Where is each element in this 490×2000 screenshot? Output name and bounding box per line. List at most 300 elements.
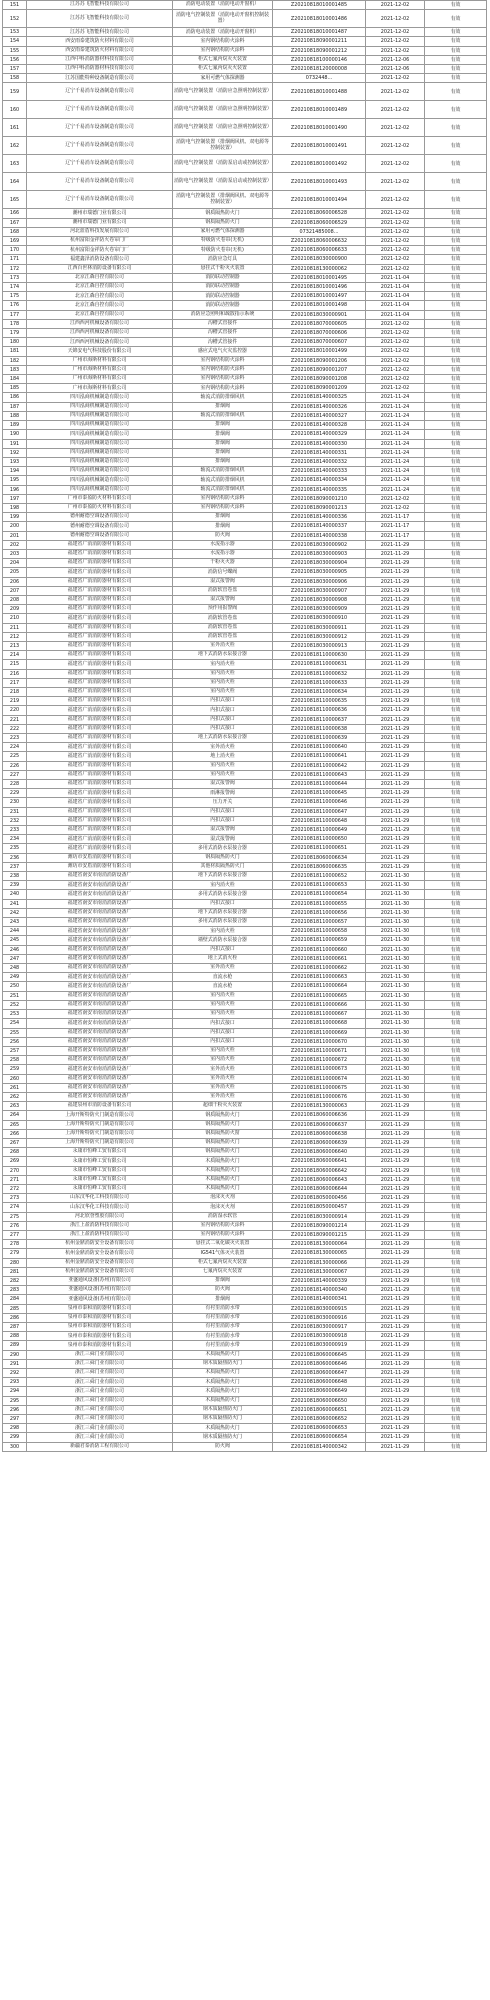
row-number: 246 — [3, 945, 27, 954]
row-number: 187 — [3, 402, 27, 411]
row-number: 259 — [3, 1065, 27, 1074]
product-name: 室内消火栓 — [173, 660, 273, 669]
company-name: 潮州市瑞德门业有限公司 — [27, 209, 173, 218]
table-row — [3, 1102, 487, 1111]
company-name: 西安雨泰建筑防火材料有限公司 — [27, 37, 173, 46]
table-row — [3, 255, 487, 264]
certificate-number: Z20210818130000067 — [273, 1267, 366, 1276]
status: 有效 — [425, 577, 487, 586]
issue-date: 2021-11-29 — [366, 632, 425, 641]
product-name: 湿式报警阀 — [173, 780, 273, 789]
table-row — [3, 1240, 487, 1249]
issue-date: 2021-11-29 — [366, 1184, 425, 1193]
table-row — [3, 807, 487, 816]
table-row — [3, 1387, 487, 1396]
certificate-number: Z20210818110000670 — [273, 1037, 366, 1046]
table-row — [3, 457, 487, 466]
certificate-number: Z20210818060006649 — [273, 1387, 366, 1396]
company-name: 福建省广消消防器材有限公司 — [27, 715, 173, 724]
product-name: 消防电气控制装置（消防应急照明控制装置） — [173, 83, 273, 101]
table-row — [3, 660, 487, 669]
product-name: 直流水枪 — [173, 982, 273, 991]
status: 有效 — [425, 292, 487, 301]
table-row — [3, 1212, 487, 1221]
certificate-number: Z20210818030000919 — [273, 1341, 366, 1350]
certificate-number: Z20210818060006633 — [273, 246, 366, 255]
table-row — [3, 1304, 487, 1313]
product-name: 湿式报警阀 — [173, 835, 273, 844]
status: 有效 — [425, 384, 487, 393]
product-name: 室内钢结构防火涂料 — [173, 356, 273, 365]
product-name: 排烟阀 — [173, 513, 273, 522]
table-row — [3, 329, 487, 338]
row-number: 177 — [3, 310, 27, 319]
row-number: 159 — [3, 83, 27, 101]
product-name: 有衬里消防水带 — [173, 1332, 273, 1341]
table-row — [3, 1295, 487, 1304]
company-name: 福建泉州市消防设备有限公司 — [27, 1102, 173, 1111]
issue-date: 2021-11-24 — [366, 411, 425, 420]
issue-date: 2021-11-29 — [366, 734, 425, 743]
table-row — [3, 421, 487, 430]
row-number: 300 — [3, 1442, 27, 1451]
certificate-number: Z20210818110000651 — [273, 844, 366, 853]
company-name: 上海开斯特防火门制造有限公司 — [27, 1129, 173, 1138]
certificate-number: Z20210818010001491 — [273, 137, 366, 155]
row-number: 263 — [3, 1102, 27, 1111]
issue-date: 2021-12-02 — [366, 338, 425, 347]
row-number: 288 — [3, 1332, 27, 1341]
product-name: 沟槽式管接件 — [173, 338, 273, 347]
certificate-number: Z20210818060006654 — [273, 1433, 366, 1442]
company-name: 德州耐德空调设备有限公司 — [27, 531, 173, 540]
company-name: 四川泓商机械制造有限公司 — [27, 421, 173, 430]
company-name: 浙江三舜门业有限公司 — [27, 1359, 173, 1368]
status: 有效 — [425, 1092, 487, 1101]
certificate-number: 0732448... — [273, 74, 366, 83]
certificate-number: Z20210818110000657 — [273, 918, 366, 927]
row-number: 182 — [3, 356, 27, 365]
issue-date: 2021-12-02 — [366, 356, 425, 365]
certificate-number: Z20210818140000331 — [273, 448, 366, 457]
certificate-number: Z20210818060006636 — [273, 1111, 366, 1120]
company-name: 江苏苏飞智能科技有限公司 — [27, 10, 173, 28]
product-name: 钢质隔热防火门 — [173, 853, 273, 862]
row-number: 166 — [3, 209, 27, 218]
product-name: 柜式七氟丙烷灭火装置 — [173, 55, 273, 64]
status: 有效 — [425, 246, 487, 255]
issue-date: 2021-11-29 — [366, 1102, 425, 1111]
certificate-number: Z20210818010001493 — [273, 173, 366, 191]
table-row — [3, 246, 487, 255]
company-name: 福建省广消消防器材有限公司 — [27, 586, 173, 595]
status: 有效 — [425, 173, 487, 191]
status: 有效 — [425, 1267, 487, 1276]
certificate-number: Z20210818070000606 — [273, 329, 366, 338]
row-number: 223 — [3, 734, 27, 743]
company-name: 永康市恒峰工贸有限公司 — [27, 1184, 173, 1193]
row-number: 245 — [3, 936, 27, 945]
product-name: 柜式七氟丙烷灭火装置 — [173, 65, 273, 74]
row-number: 293 — [3, 1378, 27, 1387]
certificate-number: Z20210818140000332 — [273, 457, 366, 466]
table-row — [3, 651, 487, 660]
status: 有效 — [425, 1102, 487, 1111]
status: 有效 — [425, 798, 487, 807]
row-number: 184 — [3, 375, 27, 384]
issue-date: 2021-11-29 — [366, 623, 425, 632]
product-name: 钢质隔热防火门 — [173, 1148, 273, 1157]
certificate-number: Z20210818010001488 — [273, 83, 366, 101]
product-name: 钢质隔热防火门 — [173, 209, 273, 218]
row-number: 240 — [3, 890, 27, 899]
product-name: 室内消火栓 — [173, 1000, 273, 1009]
issue-date: 2021-11-29 — [366, 1166, 425, 1175]
issue-date: 2021-11-29 — [366, 687, 425, 696]
company-name: 泉州市泰和消防器材有限公司 — [27, 1323, 173, 1332]
product-name: 排烟阀 — [173, 1295, 273, 1304]
status: 有效 — [425, 835, 487, 844]
table-row — [3, 1019, 487, 1028]
company-name: 泉州市泰和消防器材有限公司 — [27, 1332, 173, 1341]
certificate-number: Z20210818110000674 — [273, 1074, 366, 1083]
product-name: 轴流式消防排烟风机 — [173, 485, 273, 494]
certificate-number: Z20210818140000339 — [273, 1276, 366, 1285]
table-row — [3, 1350, 487, 1359]
product-name: 多用式消防水泵接合器 — [173, 890, 273, 899]
issue-date: 2021-12-02 — [366, 28, 425, 37]
certificate-number: Z20210818140000329 — [273, 430, 366, 439]
row-number: 171 — [3, 255, 27, 264]
certificate-number: Z20210818110000633 — [273, 678, 366, 687]
issue-date: 2021-11-29 — [366, 1138, 425, 1147]
table-row — [3, 1221, 487, 1230]
table-row — [3, 1074, 487, 1083]
company-name: 江苏苏飞智能科技有限公司 — [27, 28, 173, 37]
table-row — [3, 973, 487, 982]
certificate-number: Z20210818010001494 — [273, 191, 366, 209]
certificate-number: Z20210818110000676 — [273, 1092, 366, 1101]
row-number: 164 — [3, 173, 27, 191]
table-row — [3, 227, 487, 236]
product-name: 家用可燃气体探测器 — [173, 227, 273, 236]
row-number: 233 — [3, 826, 27, 835]
row-number: 242 — [3, 908, 27, 917]
table-row — [3, 734, 487, 743]
status: 有效 — [425, 1350, 487, 1359]
row-number: 294 — [3, 1387, 27, 1396]
row-number: 204 — [3, 559, 27, 568]
row-number: 253 — [3, 1010, 27, 1019]
issue-date: 2021-11-30 — [366, 945, 425, 954]
status: 有效 — [425, 1000, 487, 1009]
product-name: 木质隔热防火门 — [173, 1369, 273, 1378]
product-name: 悬挂式二氧化碳灭火装置 — [173, 1240, 273, 1249]
company-name: 杭州富阳金祥防火卷帘门厂 — [27, 246, 173, 255]
issue-date: 2021-11-30 — [366, 1000, 425, 1009]
certificate-number: Z20210818130000064 — [273, 1240, 366, 1249]
status: 有效 — [425, 1323, 487, 1332]
company-name: 杭州金鼎消防安全设备有限公司 — [27, 1267, 173, 1276]
status: 有效 — [425, 1369, 487, 1378]
issue-date: 2021-11-29 — [366, 1323, 425, 1332]
status: 有效 — [425, 1332, 487, 1341]
status: 有效 — [425, 908, 487, 917]
table-row — [3, 283, 487, 292]
certificate-number: Z20210818070000605 — [273, 319, 366, 328]
certificate-number: Z20210818110000637 — [273, 715, 366, 724]
company-name: 四川泓商机械制造有限公司 — [27, 402, 173, 411]
status: 有效 — [425, 65, 487, 74]
table-row — [3, 724, 487, 733]
table-row — [3, 411, 487, 420]
product-name: 压力开关 — [173, 798, 273, 807]
table-row — [3, 798, 487, 807]
certificate-number: Z20210818060006647 — [273, 1369, 366, 1378]
status: 有效 — [425, 137, 487, 155]
issue-date: 2021-11-29 — [366, 798, 425, 807]
row-number: 274 — [3, 1203, 27, 1212]
company-name: 北京江森自控有限公司 — [27, 273, 173, 282]
company-name: 上海开斯特防火门制造有限公司 — [27, 1111, 173, 1120]
product-name: 室内消火栓 — [173, 678, 273, 687]
table-row — [3, 1313, 487, 1322]
row-number: 237 — [3, 862, 27, 871]
certificate-number: Z20210818110000660 — [273, 945, 366, 954]
company-name: 福建省广消消防器材有限公司 — [27, 826, 173, 835]
product-name: 水流指示器 — [173, 540, 273, 549]
status: 有效 — [425, 1019, 487, 1028]
row-number: 264 — [3, 1111, 27, 1120]
status: 有效 — [425, 1221, 487, 1230]
row-number: 266 — [3, 1129, 27, 1138]
product-name: 消防电气控制装置（排烟阀风机、双电源等控制装置） — [173, 191, 273, 209]
product-name: 木质隔热防火门 — [173, 1350, 273, 1359]
status: 有效 — [425, 1276, 487, 1285]
status: 有效 — [425, 485, 487, 494]
row-number: 234 — [3, 835, 27, 844]
certificate-number: Z20210818110000654 — [273, 890, 366, 899]
company-name: 德州耐德空调设备有限公司 — [27, 513, 173, 522]
certificate-number: 07321485008... — [273, 227, 366, 236]
certificate-number: Z20210818060006652 — [273, 1415, 366, 1424]
company-name: 福建省广消消防器材有限公司 — [27, 623, 173, 632]
certificate-number: Z20210818030000901 — [273, 310, 366, 319]
status: 有效 — [425, 669, 487, 678]
row-number: 252 — [3, 1000, 27, 1009]
row-number: 175 — [3, 292, 27, 301]
certificate-number: Z20210818140000330 — [273, 439, 366, 448]
product-name: 排烟阀 — [173, 439, 273, 448]
certificate-number: Z20210818030000914 — [273, 1212, 366, 1221]
table-row — [3, 991, 487, 1000]
certificate-table — [2, 0, 487, 1452]
row-number: 152 — [3, 10, 27, 28]
issue-date: 2021-11-30 — [366, 991, 425, 1000]
company-name: 四川泓商机械制造有限公司 — [27, 430, 173, 439]
certificate-number: Z20210818010001497 — [273, 292, 366, 301]
product-name: 悬挂式干粉灭火装置 — [173, 264, 273, 273]
table-row — [3, 862, 487, 871]
row-number: 256 — [3, 1037, 27, 1046]
row-number: 273 — [3, 1194, 27, 1203]
table-row — [3, 1111, 487, 1120]
company-name: 福建省广消消防器材有限公司 — [27, 798, 173, 807]
issue-date: 2021-11-29 — [366, 1369, 425, 1378]
certificate-number: Z20210818060006529 — [273, 218, 366, 227]
certificate-number: Z20210818060006644 — [273, 1184, 366, 1193]
product-name: 内扣式接口 — [173, 1028, 273, 1037]
issue-date: 2021-11-24 — [366, 467, 425, 476]
product-name: 排烟阀 — [173, 421, 273, 430]
product-name: 防火阀 — [173, 1286, 273, 1295]
table-row — [3, 301, 487, 310]
certificate-number: Z20210818110000647 — [273, 807, 366, 816]
issue-date: 2021-11-17 — [366, 522, 425, 531]
table-row — [3, 1230, 487, 1239]
certificate-number: Z20210818060006639 — [273, 1138, 366, 1147]
status: 有效 — [425, 1157, 487, 1166]
table-row — [3, 881, 487, 890]
row-number: 276 — [3, 1221, 27, 1230]
issue-date: 2021-11-29 — [366, 595, 425, 604]
row-number: 196 — [3, 485, 27, 494]
company-name: 福建省广消消防器材有限公司 — [27, 595, 173, 604]
row-number: 210 — [3, 614, 27, 623]
status: 有效 — [425, 1056, 487, 1065]
table-row — [3, 835, 487, 844]
product-name: 消防软管卷盘 — [173, 632, 273, 641]
issue-date: 2021-11-29 — [366, 1111, 425, 1120]
certificate-number: Z20210818110000646 — [273, 798, 366, 807]
product-name: 室内消火栓 — [173, 991, 273, 1000]
table-row — [3, 137, 487, 155]
status: 有效 — [425, 430, 487, 439]
company-name: 福建省广消消防器材有限公司 — [27, 540, 173, 549]
table-row — [3, 375, 487, 384]
product-name: 内扣式接口 — [173, 1019, 273, 1028]
row-number: 198 — [3, 503, 27, 512]
table-row — [3, 218, 487, 227]
status: 有效 — [425, 1433, 487, 1442]
certificate-number: Z20210818110000661 — [273, 954, 366, 963]
certificate-number: Z20210818140000327 — [273, 411, 366, 420]
company-name: 北京江森自控有限公司 — [27, 283, 173, 292]
status: 有效 — [425, 74, 487, 83]
certificate-number: Z20210818010001489 — [273, 101, 366, 119]
table-row — [3, 1341, 487, 1350]
table-row — [3, 586, 487, 595]
table-row — [3, 1056, 487, 1065]
product-name: 消防联动控制器 — [173, 292, 273, 301]
certificate-number: Z20210818140000328 — [273, 421, 366, 430]
certificate-number: Z20210818110000636 — [273, 706, 366, 715]
company-name: 福建省广消消防器材有限公司 — [27, 780, 173, 789]
table-row — [3, 1166, 487, 1175]
row-number: 232 — [3, 816, 27, 825]
row-number: 299 — [3, 1433, 27, 1442]
table-row — [3, 55, 487, 64]
status: 有效 — [425, 1396, 487, 1405]
row-number: 258 — [3, 1056, 27, 1065]
company-name: 广州市海斯材料有限公司 — [27, 356, 173, 365]
table-row — [3, 780, 487, 789]
issue-date: 2021-11-29 — [366, 1442, 425, 1451]
row-number: 173 — [3, 273, 27, 282]
product-name: 钢木质隔热防火门 — [173, 1359, 273, 1368]
certificate-number: Z20210818090001211 — [273, 37, 366, 46]
row-number: 224 — [3, 743, 27, 752]
product-name: 室内钢结构防火涂料 — [173, 46, 273, 55]
table-row — [3, 918, 487, 927]
company-name: 福建省南安市南消消防设备厂 — [27, 1037, 173, 1046]
company-name: 江苏苏飞智能科技有限公司 — [27, 1, 173, 10]
issue-date: 2021-12-02 — [366, 10, 425, 28]
table-row — [3, 623, 487, 632]
company-name: 四川泓商机械制造有限公司 — [27, 448, 173, 457]
table-row — [3, 816, 487, 825]
table-row — [3, 1083, 487, 1092]
table-row — [3, 540, 487, 549]
issue-date: 2021-11-30 — [366, 973, 425, 982]
row-number: 241 — [3, 899, 27, 908]
certificate-number: Z20210818030000908 — [273, 595, 366, 604]
status: 有效 — [425, 338, 487, 347]
product-name: 木质隔热防火门 — [173, 1184, 273, 1193]
status: 有效 — [425, 155, 487, 173]
company-name: 辽宁千易消车设备制造有限公司 — [27, 119, 173, 137]
company-name: 四川泓商机械制造有限公司 — [27, 411, 173, 420]
product-name: 轴流式消防排烟风机 — [173, 476, 273, 485]
status: 有效 — [425, 890, 487, 899]
status: 有效 — [425, 816, 487, 825]
row-number: 227 — [3, 770, 27, 779]
certificate-number: Z20210818060006634 — [273, 853, 366, 862]
company-name: 江西西河机械设备有限公司 — [27, 338, 173, 347]
issue-date: 2021-12-02 — [366, 137, 425, 155]
issue-date: 2021-11-29 — [366, 789, 425, 798]
company-name: 福建省广消消防器材有限公司 — [27, 752, 173, 761]
product-name: 湿式报警阀 — [173, 826, 273, 835]
company-name: 江西百世林消防设备有限公司 — [27, 264, 173, 273]
row-number: 238 — [3, 872, 27, 881]
issue-date: 2021-11-24 — [366, 448, 425, 457]
company-name: 广州市海斯材料有限公司 — [27, 375, 173, 384]
status: 有效 — [425, 1074, 487, 1083]
company-name: 江西西河机械设备有限公司 — [27, 319, 173, 328]
issue-date: 2021-11-30 — [366, 1065, 425, 1074]
row-number: 226 — [3, 761, 27, 770]
row-number: 261 — [3, 1083, 27, 1092]
company-name: 福建省南安市南消消防设备厂 — [27, 1028, 173, 1037]
certificate-number: Z20210818140000341 — [273, 1295, 366, 1304]
status: 有效 — [425, 973, 487, 982]
status: 有效 — [425, 191, 487, 209]
status: 有效 — [425, 37, 487, 46]
certificate-number: Z20210818050000456 — [273, 1194, 366, 1203]
product-name: 沟槽式管接件 — [173, 319, 273, 328]
issue-date: 2021-11-29 — [366, 743, 425, 752]
certificate-number: Z20210818140000336 — [273, 513, 366, 522]
table-row — [3, 430, 487, 439]
company-name: 河北欣誉塑胶有限公司 — [27, 1212, 173, 1221]
product-name: 室内钢结构防火涂料 — [173, 37, 273, 46]
row-number: 222 — [3, 724, 27, 733]
certificate-number: Z20210818060006650 — [273, 1396, 366, 1405]
row-number: 283 — [3, 1286, 27, 1295]
certificate-number: Z20210818110000673 — [273, 1065, 366, 1074]
product-name: 室内钢结构防火涂料 — [173, 1221, 273, 1230]
